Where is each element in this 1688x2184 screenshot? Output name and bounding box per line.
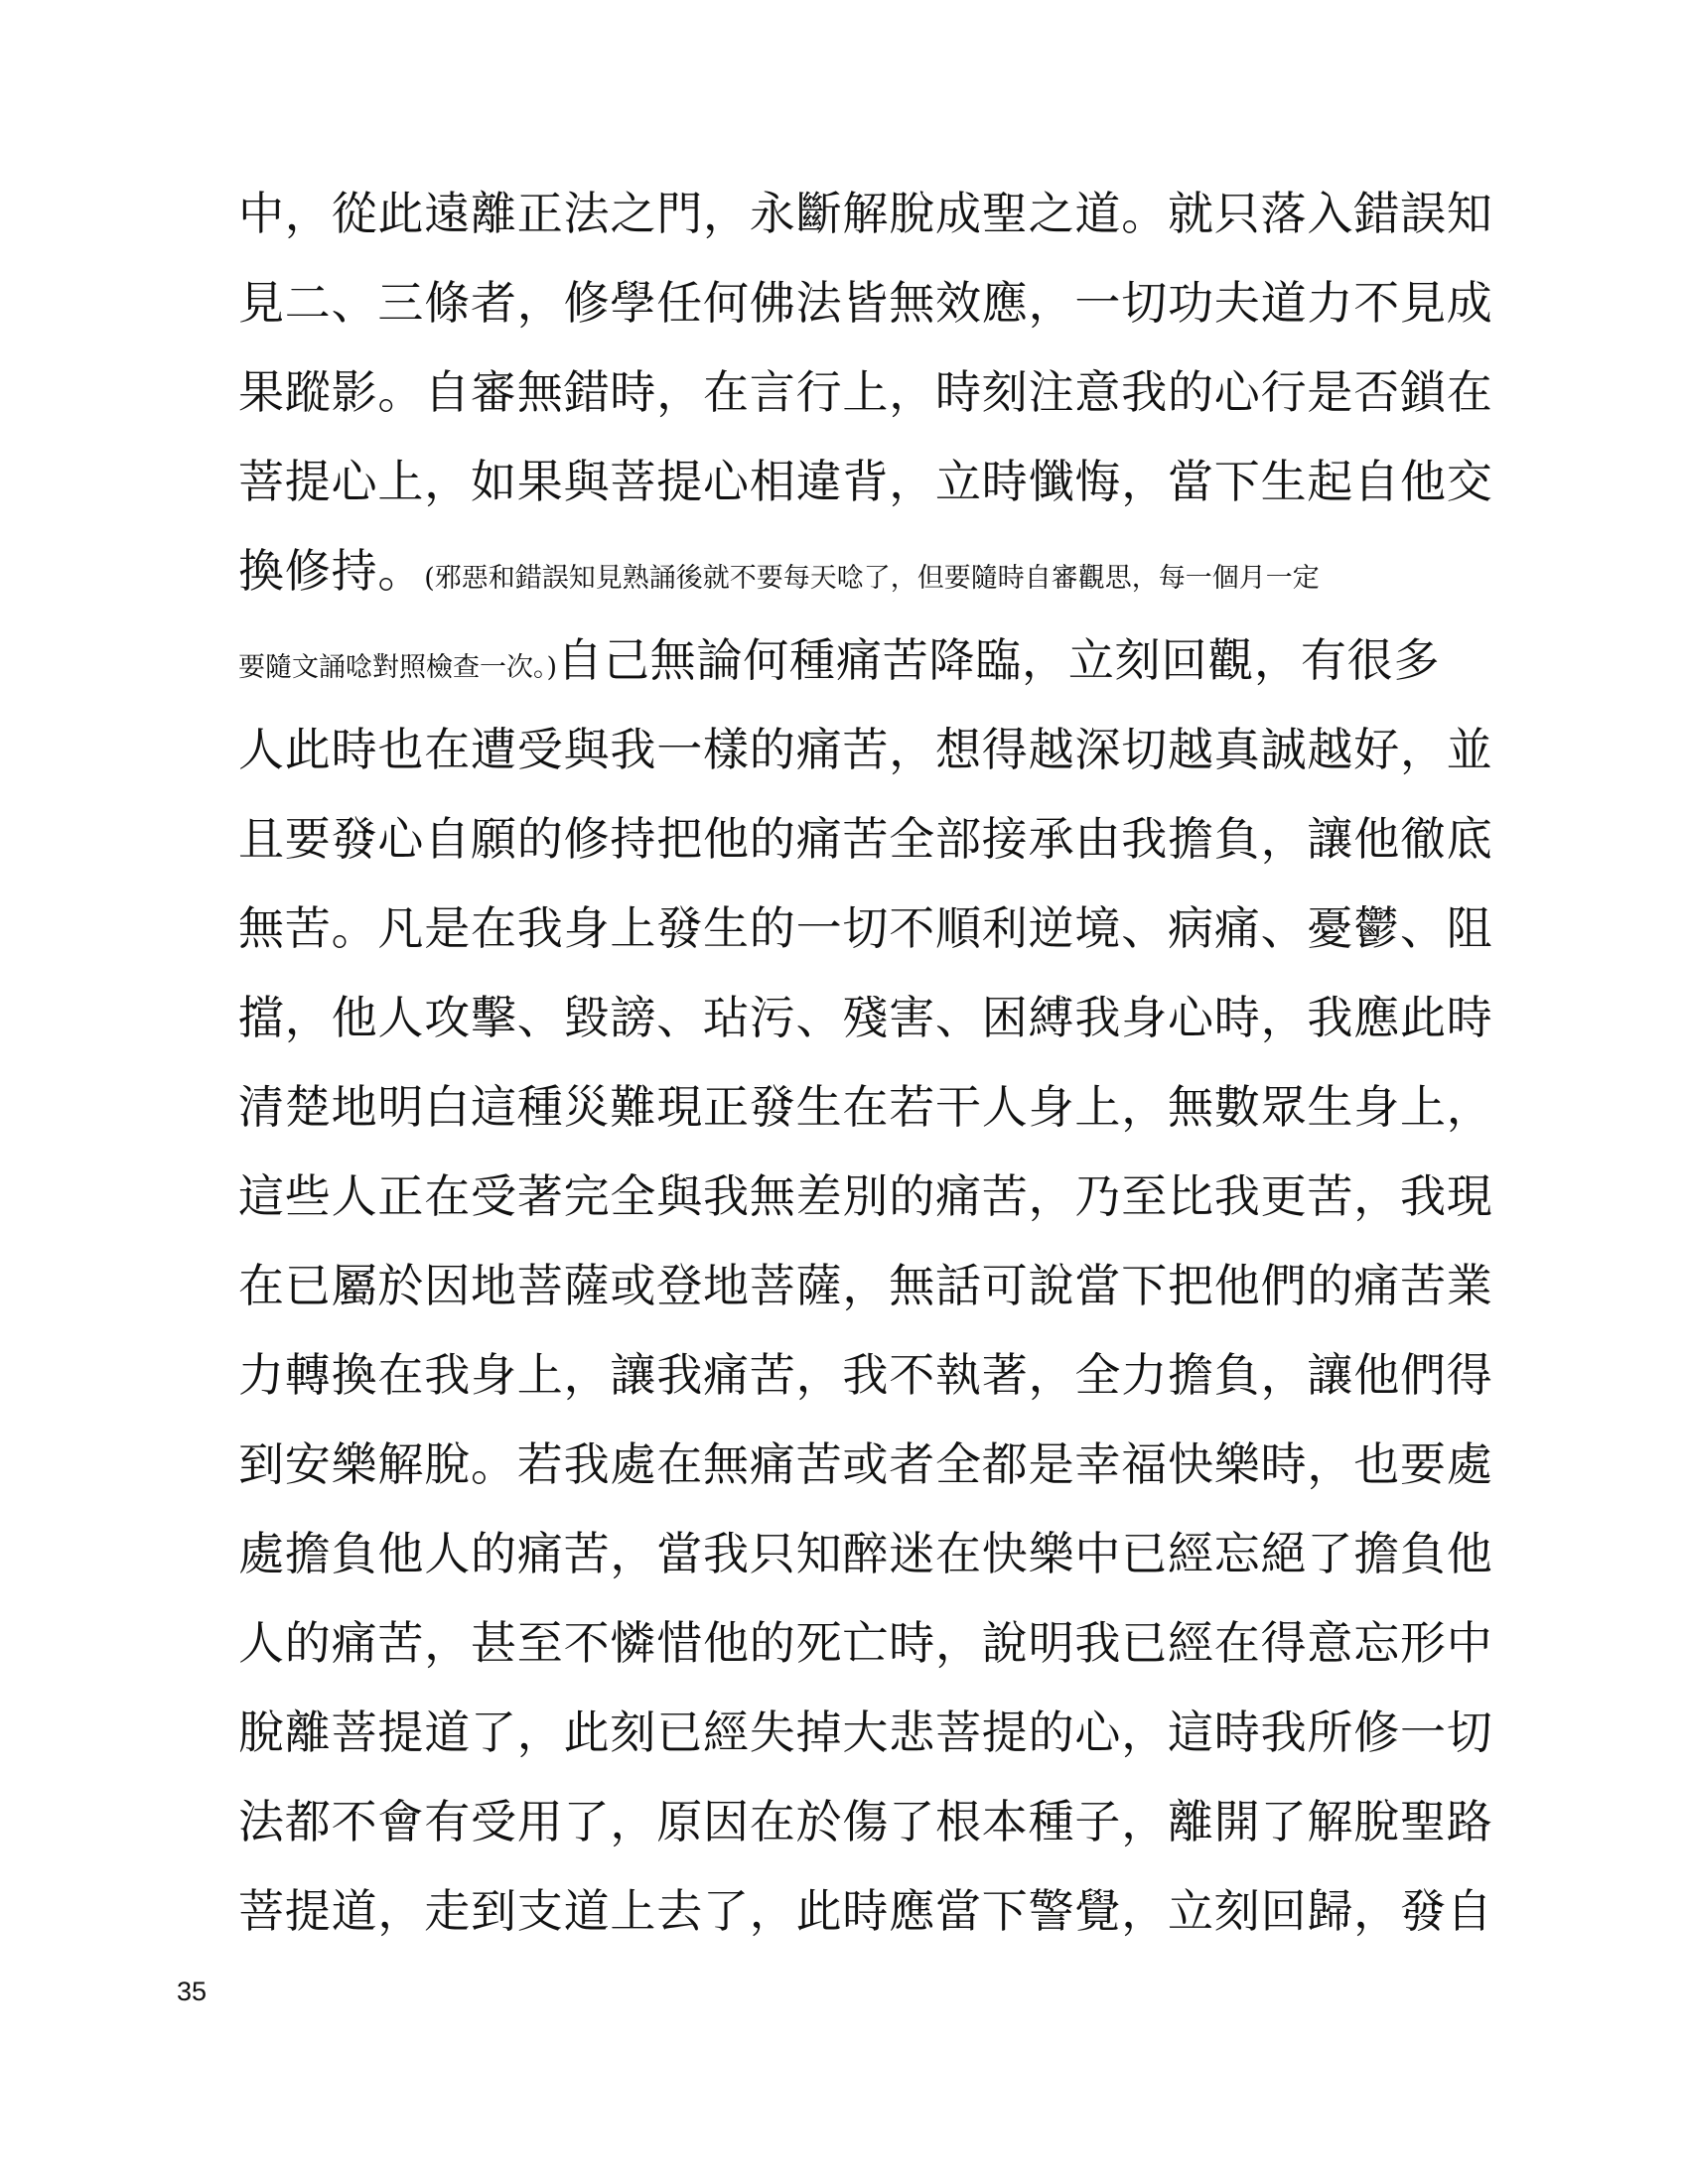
text-line: 力轉換在我身上，讓我痛苦，我不執著，全力擔負，讓他們得: [238, 1348, 1493, 1402]
text-line: 脫離菩提道了，此刻已經失掉大悲菩提的心，這時我所修一切: [238, 1706, 1493, 1759]
body-text: [238, 169, 1499, 1956]
page-number: 35: [177, 1977, 208, 2006]
small-note: 要隨文誦唸對照檢查一次。): [238, 652, 558, 683]
text-line: 果蹤影。自審無錯時，在言行上，時刻注意我的心行是否鎖在: [238, 365, 1493, 419]
text-line: [238, 526, 1499, 615]
text-line: 中，從此遠離正法之門，永斷解脫成聖之道。就只落入錯誤知: [238, 187, 1493, 240]
text-line: 法都不會有受用了，原因在於傷了根本種子，離開了解脫聖路: [238, 1795, 1493, 1848]
small-note: (邪惡和錯誤知見熟誦後就不要每天唸了，但要隨時自審觀思，每一個月一定: [424, 563, 1320, 594]
text-line: 處擔負他人的痛苦，當我只知醉迷在快樂中已經忘絕了擔負他: [238, 1527, 1493, 1580]
text-line: 且要發心自願的修持把他的痛苦全部接承由我擔負，讓他徹底: [238, 812, 1493, 866]
text-line: 這些人正在受著完全與我無差別的痛苦，乃至比我更苦，我現: [238, 1169, 1493, 1223]
text-line: 到安樂解脫。若我處在無痛苦或者全都是幸福快樂時，也要處: [238, 1437, 1493, 1491]
text-segment: 換修持。: [238, 544, 425, 598]
text-line: 無苦。凡是在我身上發生的一切不順利逆境、病痛、憂鬱、阻: [238, 901, 1493, 955]
text-line: 菩提心上，如果與菩提心相違背，立時懺悔，當下生起自他交: [238, 455, 1493, 508]
text-line: 菩提道，走到支道上去了，此時應當下警覺，立刻回歸，發自: [238, 1884, 1493, 1938]
text-line: 人的痛苦，甚至不憐惜他的死亡時，說明我已經在得意忘形中: [238, 1616, 1493, 1670]
text-line: 擋，他人攻擊、毀謗、玷污、殘害、困縛我身心時，我應此時: [238, 991, 1493, 1044]
text-line: 見二、三條者，修學任何佛法皆無效應，一切功夫道力不見成: [238, 276, 1493, 330]
text-line: 在已屬於因地菩薩或登地菩薩，無話可說當下把他們的痛苦業: [238, 1259, 1493, 1312]
text-line: 清楚地明白這種災難現正發生在若干人身上，無數眾生身上，: [238, 1080, 1493, 1134]
text-line: 人此時也在遭受與我一樣的痛苦，想得越深切越真誠越好，並: [238, 723, 1493, 776]
text-segment: 自己無論何種痛苦降臨，立刻回觀，有很多: [557, 633, 1441, 687]
text-line: [238, 615, 1499, 705]
